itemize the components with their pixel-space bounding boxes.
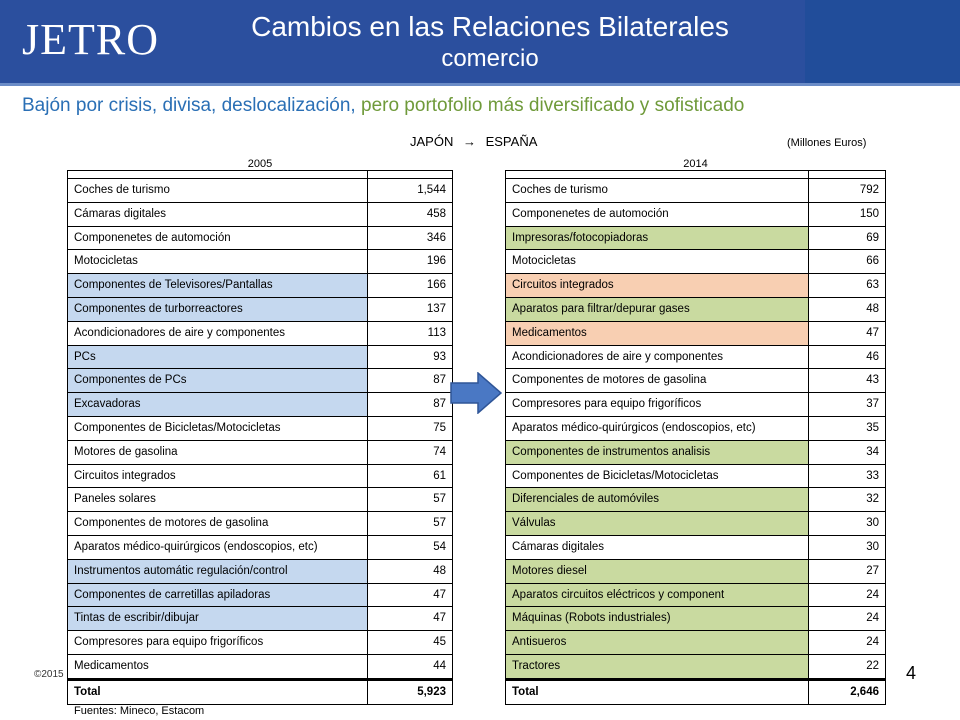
table-row — [506, 488, 885, 512]
table-row — [68, 298, 452, 322]
row-value: 24 — [866, 612, 879, 625]
row-label: Impresoras/fotocopiadoras — [506, 227, 809, 250]
source-note: Fuentes: Mineco, Estacom — [74, 705, 205, 717]
jetro-logo: JETRO — [22, 15, 159, 64]
table-row — [506, 655, 885, 679]
row-label: Excavadoras — [68, 393, 368, 416]
row-label: Motores diesel — [506, 560, 809, 583]
row-value: 48 — [866, 302, 879, 315]
row-label: Componenetes de automoción — [506, 203, 809, 226]
header-divider — [0, 83, 960, 86]
row-value: 54 — [433, 540, 446, 553]
row-value: 792 — [859, 184, 879, 196]
total-label: Total — [68, 681, 368, 704]
row-value: 37 — [866, 398, 879, 411]
copyright: ©2015 — [34, 669, 64, 680]
row-value: 43 — [866, 374, 879, 387]
row-value: 47 — [866, 326, 879, 339]
right-arrow-icon — [450, 372, 502, 414]
row-value: 346 — [426, 231, 446, 244]
table-row — [506, 227, 885, 251]
table-row — [506, 631, 885, 655]
row-label: Acondicionadores de aire y componentes — [506, 346, 809, 369]
row-value: 166 — [426, 279, 446, 292]
row-value: 30 — [866, 517, 879, 530]
row-value: 44 — [433, 659, 446, 672]
row-label: Paneles solares — [68, 488, 368, 511]
row-value: 63 — [866, 279, 879, 292]
row-label: Máquinas (Robots industriales) — [506, 607, 809, 630]
table-row — [68, 227, 452, 251]
row-value: 458 — [426, 207, 446, 220]
total-row — [506, 679, 885, 704]
row-label: Coches de turismo — [68, 179, 368, 202]
table-header-spacer — [506, 171, 885, 179]
row-label: Motocicletas — [506, 250, 809, 273]
table-row — [506, 607, 885, 631]
row-value: 27 — [866, 564, 879, 577]
row-value: 87 — [433, 398, 446, 411]
row-label: Medicamentos — [68, 655, 368, 678]
row-label: Componenetes de automoción — [68, 227, 368, 250]
table-row — [506, 274, 885, 298]
row-label: Componentes de Bicicletas/Motocicletas — [68, 417, 368, 440]
row-label: Tintas de escribir/dibujar — [68, 607, 368, 630]
row-label: Componentes de motores de gasolina — [68, 512, 368, 535]
row-label: Aparatos médico-quirúrgicos (endoscopios, etc) — [506, 417, 809, 440]
row-label: Compresores para equipo frigoríficos — [506, 393, 809, 416]
year-label-2005: 2005 — [247, 158, 273, 170]
row-value: 33 — [866, 469, 879, 482]
row-label: Acondicionadores de aire y componentes — [68, 322, 368, 345]
row-label: Circuitos integrados — [506, 274, 809, 297]
trade-direction — [410, 134, 537, 150]
row-value: 137 — [426, 302, 446, 315]
row-label: Componentes de carretillas apiladoras — [68, 584, 368, 607]
row-label: Instrumentos automátic regulación/control — [68, 560, 368, 583]
page-title: Cambios en las Relaciones Bilaterales — [251, 11, 729, 42]
row-value: 1,544 — [417, 184, 446, 196]
direction-to: ESPAÑA — [485, 134, 538, 149]
table-row — [506, 369, 885, 393]
direction-from: JAPÓN — [410, 134, 454, 149]
row-value: 75 — [433, 421, 446, 434]
row-label: Componentes de Bicicletas/Motocicletas — [506, 465, 809, 488]
total-value: 2,646 — [850, 685, 879, 698]
row-value: 32 — [866, 493, 879, 506]
row-label: Cámaras digitales — [68, 203, 368, 226]
table-row — [68, 631, 452, 655]
row-value: 24 — [866, 636, 879, 649]
row-value: 46 — [866, 350, 879, 363]
row-label: PCs — [68, 346, 368, 369]
table-row — [68, 655, 452, 679]
table-row — [506, 179, 885, 203]
row-value: 150 — [859, 207, 879, 220]
row-value: 196 — [426, 255, 446, 268]
table-row — [68, 560, 452, 584]
row-label: Componentes de turborreactores — [68, 298, 368, 321]
tagline-part2: pero portofolio más diversificado y sofisticado — [361, 95, 745, 116]
table-row — [68, 584, 452, 608]
table-row — [506, 441, 885, 465]
table-row — [68, 607, 452, 631]
table-row — [68, 203, 452, 227]
table-row — [506, 560, 885, 584]
total-value: 5,923 — [417, 685, 446, 698]
row-value: 61 — [433, 469, 446, 482]
row-label: Aparatos médico-quirúrgicos (endoscopios, etc) — [68, 536, 368, 559]
table-row — [506, 512, 885, 536]
row-label: Motores de gasolina — [68, 441, 368, 464]
tagline-part1: Bajón por crisis, divisa, deslocalización, — [22, 95, 356, 116]
row-label: Antisueros — [506, 631, 809, 654]
page-subtitle: comercio — [441, 45, 539, 72]
row-label: Coches de turismo — [506, 179, 809, 202]
table-row — [68, 393, 452, 417]
year-label-2014: 2014 — [683, 158, 708, 170]
table-row — [68, 322, 452, 346]
row-label: Aparatos circuitos eléctricos y component — [506, 584, 809, 607]
table-row — [506, 393, 885, 417]
row-label: Tractores — [506, 655, 809, 678]
row-value: 57 — [433, 493, 446, 506]
header-accent-block — [805, 0, 960, 83]
row-value: 34 — [866, 445, 879, 458]
table-row — [68, 488, 452, 512]
table-row — [506, 203, 885, 227]
table-row — [68, 179, 452, 203]
table-row — [506, 584, 885, 608]
row-value: 57 — [433, 517, 446, 530]
row-value: 47 — [433, 612, 446, 625]
row-label: Componentes de PCs — [68, 369, 368, 392]
row-value: 69 — [866, 231, 879, 244]
row-label: Diferenciales de automóviles — [506, 488, 809, 511]
row-label: Componentes de motores de gasolina — [506, 369, 809, 392]
row-label: Válvulas — [506, 512, 809, 535]
table-row — [506, 417, 885, 441]
row-value: 24 — [866, 588, 879, 601]
row-label: Componentes de Televisores/Pantallas — [68, 274, 368, 297]
direction-arrow-icon: → — [462, 134, 476, 149]
row-value: 113 — [427, 326, 446, 339]
table-row — [506, 250, 885, 274]
table-row — [68, 274, 452, 298]
table-header-spacer — [68, 171, 452, 179]
tagline — [22, 94, 952, 118]
total-label: Total — [506, 681, 809, 704]
total-row — [68, 679, 452, 704]
units-label: (Millones Euros) — [787, 137, 867, 149]
table-row — [68, 512, 452, 536]
row-value: 35 — [866, 421, 879, 434]
table-row — [68, 250, 452, 274]
table-row — [68, 346, 452, 370]
row-value: 48 — [433, 564, 446, 577]
row-value: 93 — [433, 350, 446, 363]
table-row — [68, 441, 452, 465]
row-label: Componentes de instrumentos analisis — [506, 441, 809, 464]
row-value: 47 — [433, 588, 446, 601]
table-row — [506, 536, 885, 560]
row-label: Cámaras digitales — [506, 536, 809, 559]
table-row — [506, 322, 885, 346]
row-value: 74 — [433, 445, 446, 458]
table-row — [506, 346, 885, 370]
row-label: Circuitos integrados — [68, 465, 368, 488]
row-value: 22 — [866, 659, 879, 672]
page-number: 4 — [906, 663, 917, 683]
row-label: Motocicletas — [68, 250, 368, 273]
table-2005 — [67, 170, 453, 705]
row-value: 87 — [433, 374, 446, 387]
table-row — [506, 298, 885, 322]
row-value: 45 — [433, 636, 446, 649]
row-label: Aparatos para filtrar/depurar gases — [506, 298, 809, 321]
table-row — [68, 369, 452, 393]
row-label: Medicamentos — [506, 322, 809, 345]
table-row — [68, 465, 452, 489]
row-value: 66 — [866, 255, 879, 268]
row-value: 30 — [866, 540, 879, 553]
table-row — [68, 417, 452, 441]
row-label: Compresores para equipo frigoríficos — [68, 631, 368, 654]
table-row — [68, 536, 452, 560]
table-row — [506, 465, 885, 489]
table-2014 — [505, 170, 886, 705]
